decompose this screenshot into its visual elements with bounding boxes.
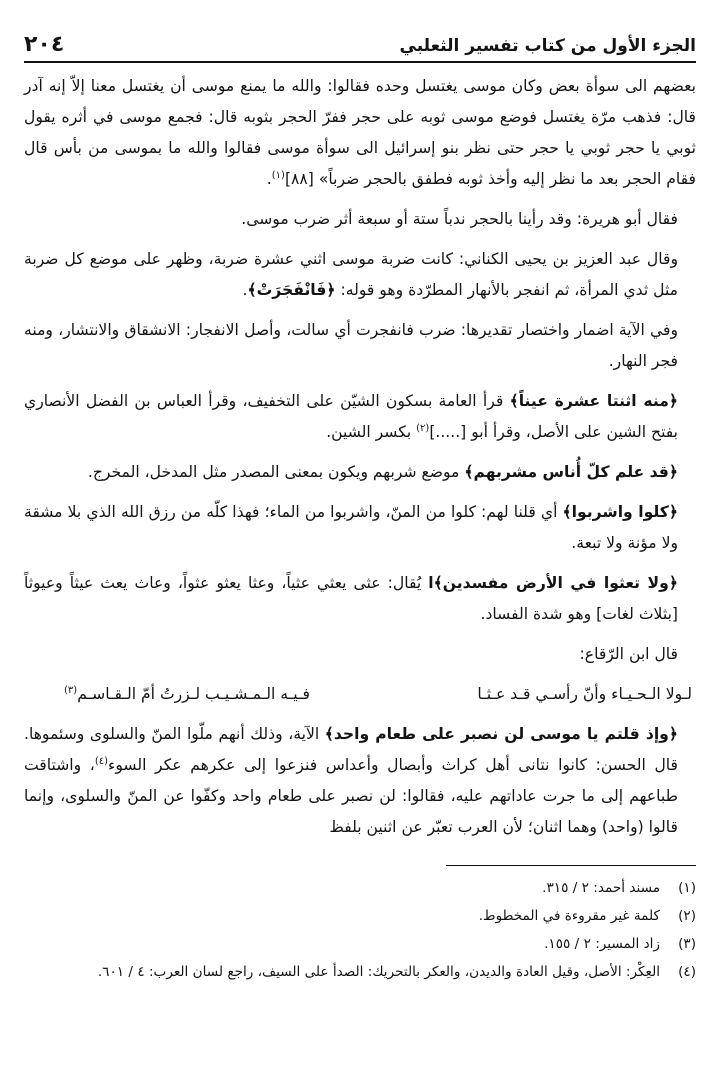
poem-second-text: فـيـه الـمـشـيـب لـزرتُ أمّ الـقـاسـم: [77, 685, 310, 703]
footnote-item: [24, 902, 696, 930]
footnote-text: مسند أحمد: ٢ / ٣١٥.: [542, 880, 660, 896]
paragraph-tail: .: [266, 170, 272, 188]
quran-quote: ﴿كلوا واشربوا﴾: [562, 503, 679, 521]
footnote-ref: (٤): [94, 755, 109, 767]
poem-first-hemistich: لـولا الـحـيـاء وأنّ رأسـي قـد عـثـا: [477, 685, 692, 703]
footnote-number: (٢): [678, 908, 696, 924]
paragraph-text: أي قلنا لهم: كلوا من المنّ، واشربوا من الماء؛ فهذا كلّه من رزق الله الذي بلا مشقة ولا مؤنة ولا تبعة.: [24, 503, 678, 552]
paragraph-text: موضع شربهم ويكون بمعنى المصدر مثل المدخل، المخرج.: [87, 463, 465, 481]
paragraph-text: يُقال: عثى يعثي عثياً، وعثا يعثو عثواً، وعاث يعث عيثاً وعيوثاً [بثلاث لغات] وهو شدة الفساد.: [24, 574, 678, 623]
footnote-text: العِكْر: الأصل، وقيل العادة والديدن، والعكر بالتحريك: الصدأ على السيف، راجع لسان العرب: ٤ / ٦٠١.: [97, 964, 660, 980]
footnote-text: كلمة غير مقروءة في المخطوط.: [478, 908, 660, 924]
paragraph-6: [24, 457, 696, 488]
quran-quote: ﴿منه اثنتا عشرة عيناً﴾: [509, 392, 678, 410]
quran-quote: ﴿وإذ قلتم يا موسى لن نصبر على طعام واحد﴾: [324, 725, 678, 743]
paragraph-tail: بكسر الشين.: [326, 423, 417, 441]
book-page: [24, 22, 696, 1088]
paragraph-tail: .: [242, 281, 248, 299]
paragraph-text: فقال أبو هريرة: وقد رأينا بالحجر ندباً ستة أو سبعة أثر ضرب موسى.: [241, 210, 678, 228]
footnote-text: زاد المسير: ٢ / ١٥٥.: [544, 936, 660, 952]
quran-quote: ﴿قد علم كلّ أُناس مشربهم﴾: [464, 463, 678, 481]
footnote-item: [24, 874, 696, 902]
paragraph-4: [24, 315, 696, 377]
paragraph-text: قال ابن الرّقاع:: [579, 645, 678, 663]
paragraph-text: الآية، وذلك أنهم ملّوا المنّ والسلوى وسئموها. قال الحسن: كانوا نتانى أهل كراث وأبصال وأعداس فنزعوا إلى عكرهم عكر السوء: [24, 725, 678, 774]
footnote-item: [24, 930, 696, 958]
footnote-ref: (٣): [64, 684, 78, 696]
page-number: ٢٠٤: [24, 32, 65, 57]
poem-verse: [24, 679, 696, 710]
main-text: [24, 71, 696, 843]
paragraph-text: وفي الآية اضمار واختصار تقديرها: ضرب فانفجرت أي سالت، وأصل الانفجار: الانشقاق والانتشار، ومنه فجر النهار.: [24, 321, 678, 370]
running-header: [24, 22, 696, 63]
footnote-item: [24, 958, 696, 986]
quran-quote: ﴿ولا تعثوا في الأرض مفسدين﴾ا: [428, 574, 678, 592]
paragraph-text: وقال عبد العزيز بن يحيى الكناني: كانت ضربة موسى اثني عشرة ضربة، وظهر على موضع كل ضربة مثل ثدي المرأة، ثم انفجر بالأنهار المطرّدة وهو قوله:: [24, 250, 678, 299]
paragraph-2: [24, 204, 696, 235]
poem-second-hemistich: [64, 679, 310, 710]
footnote-number: (٤): [678, 964, 696, 980]
paragraph-1: [24, 71, 696, 195]
footnote-number: (٣): [678, 936, 696, 952]
book-title: الجزء الأول من كتاب تفسير الثعلبي: [399, 36, 696, 56]
paragraph-text: بعضهم الى سوأة بعض وكان موسى يغتسل وحده فقالوا: والله ما يمنع موسى أن يغتسل معنا إلاّ إنه آدر قال: فذهب مرّة يغتسل فوضع موسى ثوبه على حجر ففرّ الحجر بثوبه قال: فجمع موسى في أثره يقول ثوبي يا حجر ثوبي يا حجر حتى نظر بنو إسرائيل الى سوأة موسى فقالوا والله ما بموسى من بأس قال فقام الحجر بعد ما نظر إليه وأخذ ثوبه فطفق بالحجر ضرباً» [٨٨]: [24, 77, 696, 188]
paragraph-text: قرأ العامة بسكون الشيّن على التخفيف، وقرأ العباس بن الفضل الأنصاري بفتح الشين على الأصل، وقرأ أبو [.....]: [24, 392, 678, 441]
footnotes: [24, 874, 696, 986]
paragraph-7: [24, 497, 696, 559]
footnote-divider: [446, 865, 696, 866]
paragraph-3: [24, 244, 696, 306]
paragraph-tail: ، واشتاقت طباعهم إلى ما جرت عاداتهم عليه، فقالوا: لن نصبر على طعام واحد وكفّوا عن المنّ والسلوى، وإنما قالوا (واحد) وهما اثنان؛ لأن العرب تعبّر عن اثنين بلفظ: [24, 756, 678, 836]
paragraph-9: [24, 639, 696, 670]
footnote-ref: (٢): [416, 422, 430, 434]
paragraph-8: [24, 568, 696, 630]
quran-quote: ﴿فَانْفَجَرَتْ﴾: [247, 281, 336, 299]
footnote-number: (١): [678, 880, 696, 896]
paragraph-5: [24, 386, 696, 448]
footnote-ref: (١): [271, 169, 285, 181]
paragraph-10: [24, 719, 696, 843]
